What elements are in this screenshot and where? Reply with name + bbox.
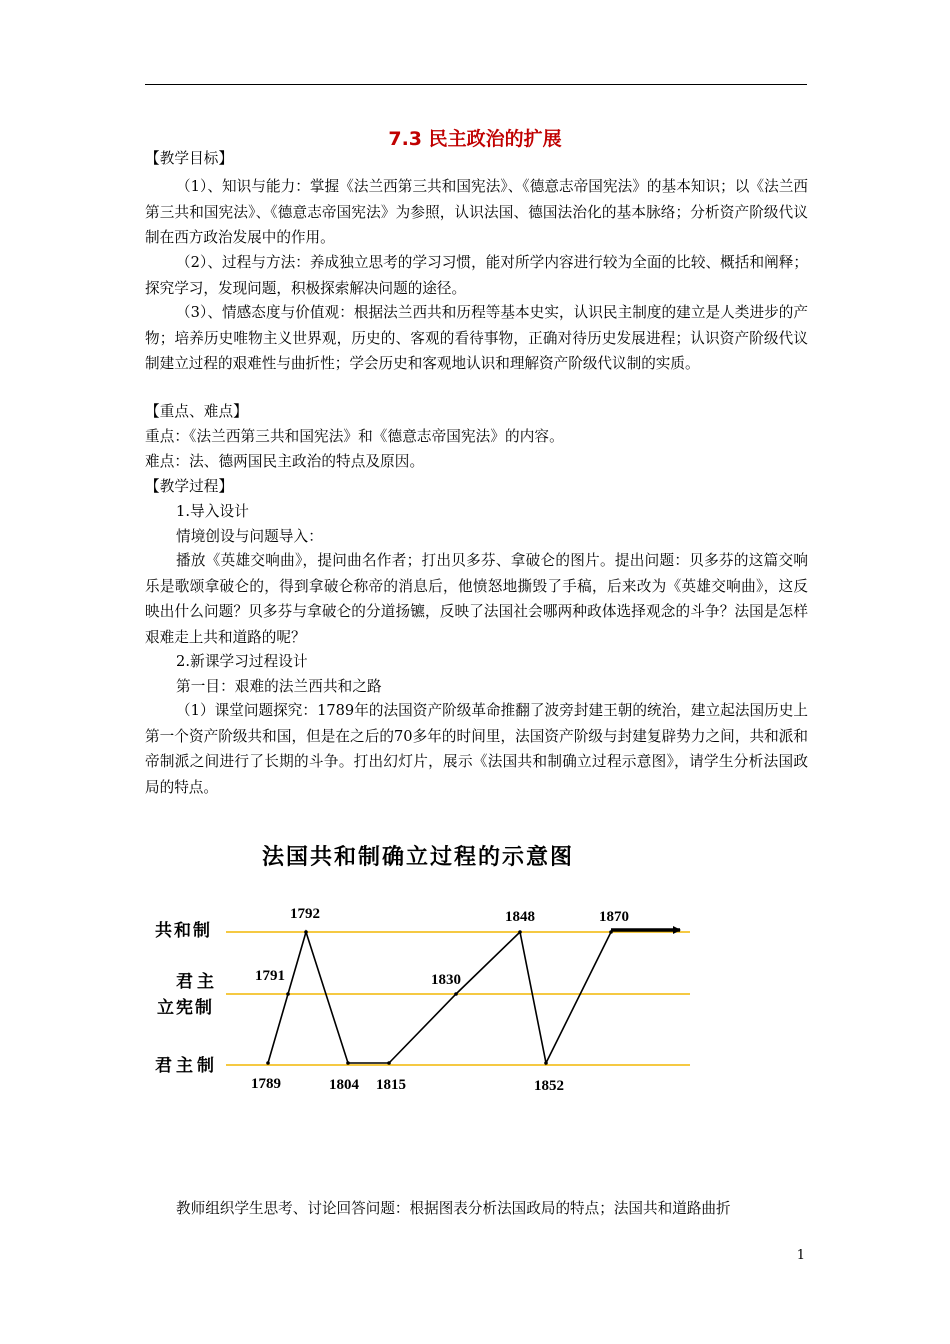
- difficult-point: 难点：法、德两国民主政治的特点及原因。: [145, 453, 425, 470]
- year-label-1848: 1848: [505, 909, 535, 925]
- key-points-heading: 【重点、难点】: [145, 403, 248, 420]
- regime-series: [251, 906, 680, 1094]
- level-label-constitutional-b: 立宪制: [157, 998, 214, 1018]
- point-1848: [518, 930, 522, 934]
- point-1791: [286, 992, 290, 996]
- year-label-1791: 1791: [255, 968, 285, 984]
- bottom-paragraph: 教师组织学生思考、讨论回答问题：根据图表分析法国政局的特点；法国共和道路曲折: [176, 1200, 731, 1217]
- point-1852: [544, 1061, 548, 1065]
- inquiry-paragraph: （1）课堂问题探究：1789年的法国资产阶级革命推翻了波旁封建王朝的统治，建立起法国历史上第一个资产阶级共和国，但是在之后的70多年的时间里，法国资产阶级与封建复辟势力之间，共和派和帝制派之间进行了长期的斗争。打出幻灯片，展示《法国共和制确立过程示意图》，请学生分析法国政局的特点。: [145, 702, 808, 796]
- objective-process: （2）、过程与方法：养成独立思考的学习习惯，能对所学内容进行较为全面的比较、概括和阐释；探究学习，发现问题，积极探索解决问题的途径。: [145, 254, 808, 297]
- objectives-heading: 【教学目标】: [145, 150, 234, 167]
- year-label-1789: 1789: [251, 1076, 281, 1092]
- page-title: 7.3 民主政治的扩展: [388, 128, 562, 150]
- year-label-1870: 1870: [599, 909, 629, 925]
- level-label-constitutional-a: 君主: [176, 972, 218, 992]
- key-point: 重点：《法兰西第三共和国宪法》和《德意志帝国宪法》的内容。: [145, 428, 564, 445]
- year-label-1804: 1804: [329, 1077, 359, 1093]
- section-heading: 第一目：艰难的法兰西共和之路: [176, 678, 382, 695]
- step-new-lesson: 2.新课学习过程设计: [176, 653, 308, 670]
- year-label-1852: 1852: [534, 1078, 564, 1094]
- year-label-1792: 1792: [290, 906, 320, 922]
- step-intro-sub: 情境创设与问题导入：: [176, 528, 323, 545]
- step-intro-design: 1.导入设计: [176, 503, 249, 520]
- intro-paragraph: 播放《英雄交响曲》，提问曲名作者；打出贝多芬、拿破仑的图片。提出问题：贝多芬的这篇交响乐是歌颂拿破仑的，得到拿破仑称帝的消息后，他愤怒地撕毁了手稿，后来改为《英雄交响曲》，这反映出什么问题？贝多芬与拿破仑的分道扬镳，反映了法国社会哪两种政体选择观念的斗争？法国是怎样艰难走上共和道路的呢？: [145, 552, 808, 646]
- point-1804: [346, 1061, 350, 1065]
- point-1792: [304, 930, 308, 934]
- level-label-republic: 共和制: [155, 921, 212, 941]
- page-number: 1: [796, 1248, 805, 1263]
- objective-attitude: （3）、情感态度与价值观：根据法兰西共和历程等基本史实，认识民主制度的建立是人类进步的产物；培养历史唯物主义世界观，历史的、客观的看待事物，正确对待历史发展进程；认识资产阶级代议制建立过程的艰难性与曲折性；学会历史和客观地认识和理解资产阶级代议制的实质。: [145, 304, 808, 372]
- year-label-1830: 1830: [431, 972, 461, 988]
- level-label-monarchy: 君主制: [155, 1056, 218, 1076]
- year-label-1815: 1815: [376, 1077, 406, 1093]
- point-1815: [387, 1061, 391, 1065]
- point-1830: [454, 992, 458, 996]
- point-1789: [266, 1061, 270, 1065]
- process-heading: 【教学过程】: [145, 478, 234, 495]
- objective-knowledge: （1）、知识与能力：掌握《法兰西第三共和国宪法》、《德意志帝国宪法》的基本知识；以《法兰西第三共和国宪法》、《德意志帝国宪法》为参照，认识法国、德国法治化的基本脉络；分析资产阶级代议制在西方政治发展中的作用。: [145, 178, 808, 246]
- regime-line: [268, 932, 611, 1063]
- diagram-title: 法国共和制确立过程的示意图: [261, 844, 575, 870]
